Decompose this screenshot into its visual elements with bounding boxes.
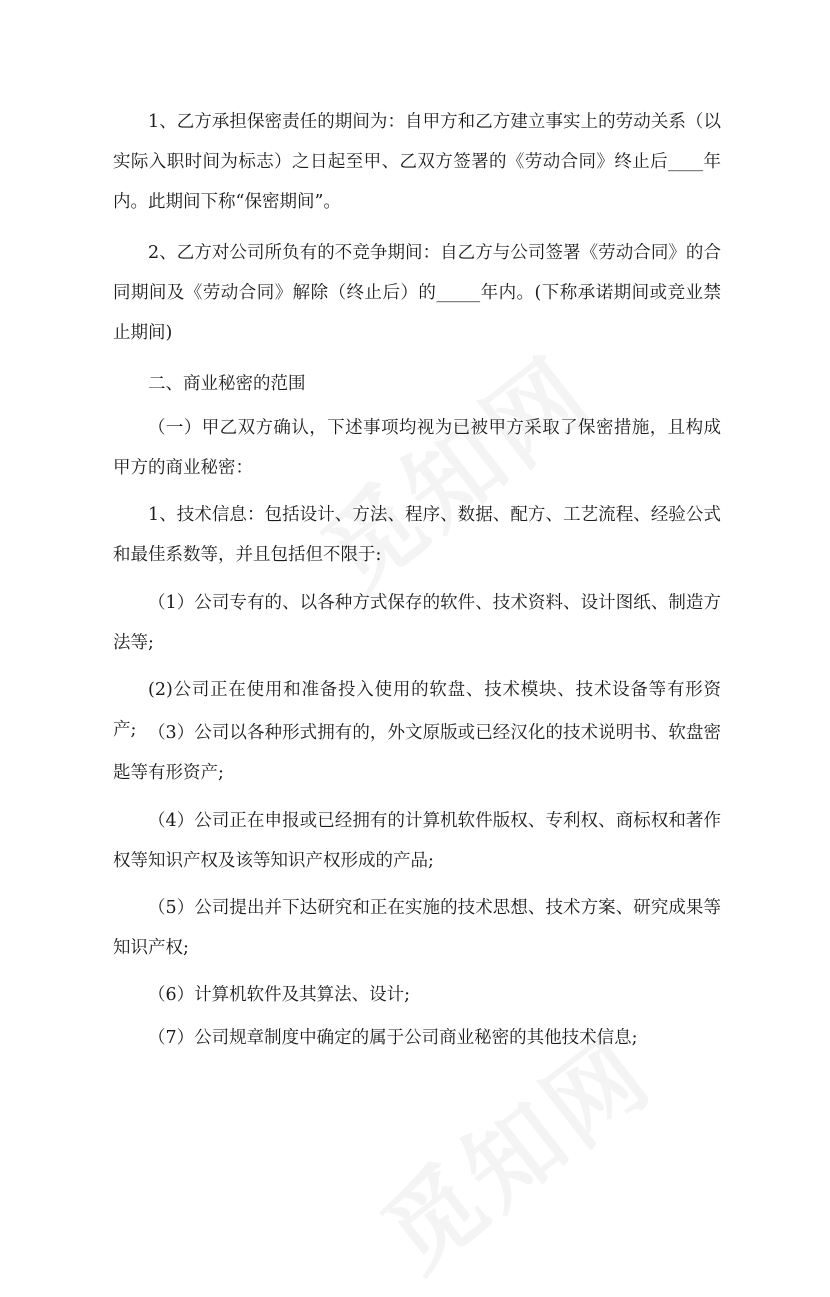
paragraph-technical-information: 1、技术信息：包括设计、方法、程序、数据、配方、工艺流程、经验公式和最佳系数等，并且包括但不限于: xyxy=(113,505,721,565)
list-item-2: (2)公司正在使用和准备投入使用的软盘、技术模块、技术设备等有形资产; xyxy=(113,680,721,740)
list-item-7: （7）公司规章制度中确定的属于公司商业秘密的其他技术信息; xyxy=(148,1028,638,1048)
section-heading-trade-secret-scope: 二、商业秘密的范围 xyxy=(148,374,306,394)
paragraph-non-compete-period: 2、乙方对公司所负有的不竞争期间：自乙方与公司签署《劳动合同》的合同期间及《劳动合同》解除（终止后）的_____年内。(下称承诺期间或竞业禁止期间) xyxy=(113,243,721,343)
list-item-3: （3）公司以各种形式拥有的，外文原版或已经汉化的技术说明书、软盘密匙等有形资产; xyxy=(113,723,721,783)
list-item-6: （6）计算机软件及其算法、设计; xyxy=(148,985,411,1005)
list-item-1: （1）公司专有的、以各种方式保存的软件、技术资料、设计图纸、制造方法等; xyxy=(113,593,721,653)
paragraph-confidentiality-period: 1、乙方承担保密责任的期间为：自甲方和乙方建立事实上的劳动关系（以实际入职时间为标志）之日起至甲、乙双方签署的《劳动合同》终止后____年内。此期间下称“保密期间”。 xyxy=(113,112,721,212)
paragraph-trade-secret-confirmation: （一）甲乙双方确认，下述事项均视为已被甲方采取了保密措施，且构成甲方的商业秘密： xyxy=(113,418,721,478)
list-item-5: （5）公司提出并下达研究和正在实施的技术思想、技术方案、研究成果等知识产权; xyxy=(113,898,721,958)
list-item-4: （4）公司正在申报或已经拥有的计算机软件版权、专利权、商标权和著作权等知识产权及该等知识产权形成的产品; xyxy=(113,811,721,871)
